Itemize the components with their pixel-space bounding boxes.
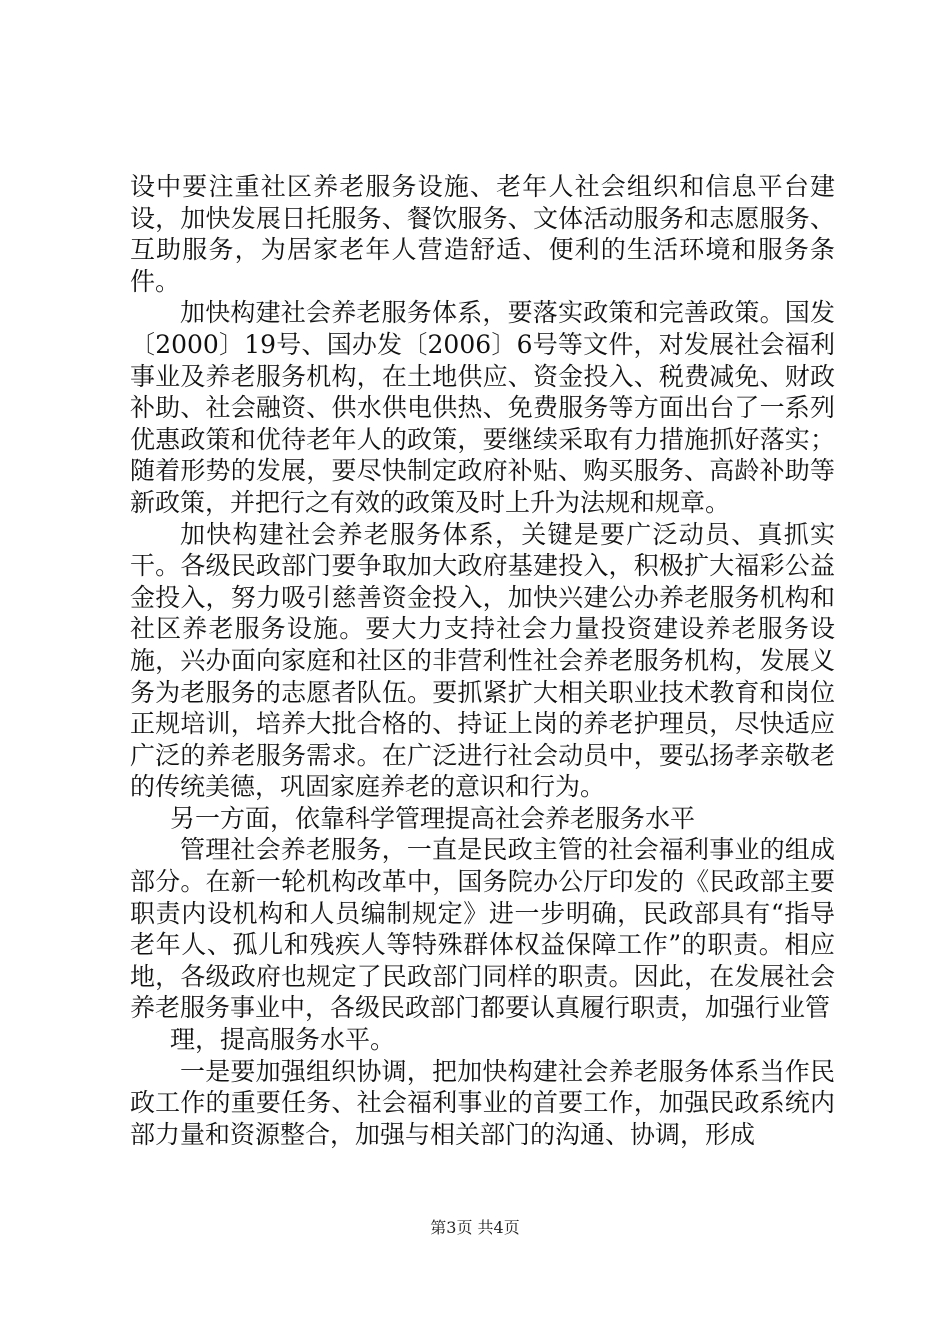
document-body <box>130 171 835 1150</box>
page-footer: 第3页 共4页 <box>430 1218 520 1237</box>
paragraph-fragment: 理，提高服务水平。 <box>170 1025 396 1055</box>
paragraph-continued: 设中要注重社区养老服务设施、老年人社会组织和信息平台建设，加快发展日托服务、餐饮服务、文体活动服务和志愿服务、互助服务，为居家老年人营造舒适、便利的生活环境和服务条件。 <box>130 172 835 296</box>
section-heading: 另一方面，依靠科学管理提高社会养老服务水平 <box>170 803 696 833</box>
paragraph-policy: 加快构建社会养老服务体系，要落实政策和完善政策。国发〔2000〕19号、国办发〔2006〕6号等文件，对发展社会福利事业及养老服务机构，在土地供应、资金投入、税费减免、财政补助、社会融资、供水供电供热、免费服务等方面出台了一系列优惠政策和优待老年人的政策，要继续采取有力措施抓好落实；随着形势的发展，要尽快制定政府补贴、购买服务、高龄补助等新政策，并把行之有效的政策及时上升为法规和规章。 <box>130 298 835 517</box>
paragraph-mobilization: 加快构建社会养老服务体系，关键是要广泛动员、真抓实干。各级民政部门要争取加大政府基建投入，积极扩大福彩公益金投入，努力吸引慈善资金投入，加快兴建公办养老服务机构和社区养老服务设施。要大力支持社会力量投资建设养老服务设施，兴办面向家庭和社区的非营利性社会养老服务机构，发展义务为老服务的志愿者队伍。要抓紧扩大相关职业技术教育和岗位正规培训，培养大批合格的、持证上岗的养老护理员，尽快适应广泛的养老服务需求。在广泛进行社会动员中，要弘扬孝亲敬老的传统美德，巩固家庭养老的意识和行为。 <box>130 519 835 802</box>
paragraph-management: 管理社会养老服务，一直是民政主管的社会福利事业的组成部分。在新一轮机构改革中，国务院办公厅印发的《民政部主要职责内设机构和人员编制规定》进一步明确，民政部具有“指导老年人、孤儿和残疾人等特殊群体权益保障工作”的职责。相应地，各级政府也规定了民政部门同样的职责。因此，在发展社会养老服务事业中，各级民政部门都要认真履行职责，加强行业管 <box>130 835 835 1023</box>
paragraph-coordination: 一是要加强组织协调，把加快构建社会养老服务体系当作民政工作的重要任务、社会福利事业的首要工作，加强民政系统内部力量和资源整合，加强与相关部门的沟通、协调，形成 <box>130 1056 835 1149</box>
